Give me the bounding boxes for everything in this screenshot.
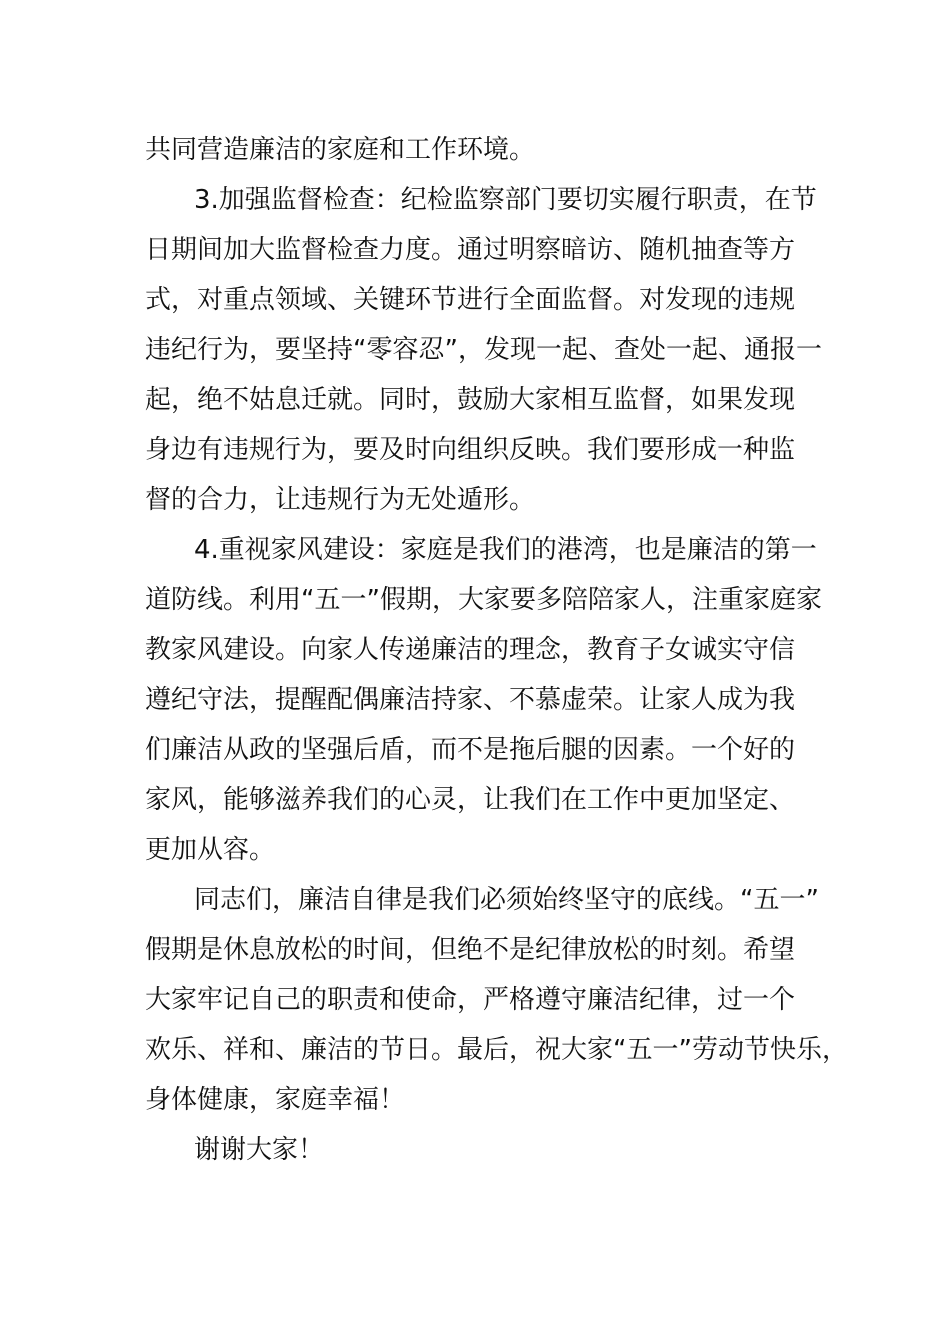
- text-line: 违纪行为，要坚持“零容忍”，发现一起、查处一起、通报一: [145, 335, 822, 365]
- text-line: 身边有违规行为，要及时向组织反映。我们要形成一种监: [145, 435, 796, 465]
- text-line: 式，对重点领域、关键环节进行全面监督。对发现的违规: [145, 285, 796, 315]
- text-line: 身体健康，家庭幸福！: [145, 1085, 406, 1115]
- closing-paragraph-line: 同志们，廉洁自律是我们必须始终坚守的底线。“五一”: [194, 885, 819, 915]
- text-line: 教家风建设。向家人传递廉洁的理念，教育子女诚实守信: [145, 635, 796, 665]
- text-line: 起，绝不姑息迁就。同时，鼓励大家相互监督，如果发现: [145, 385, 796, 415]
- text-line: 遵纪守法，提醒配偶廉洁持家、不慕虚荣。让家人成为我: [145, 685, 796, 715]
- text-line: 家风，能够滋养我们的心灵，让我们在工作中更加坚定、: [145, 785, 796, 815]
- text-line: 们廉洁从政的坚强后盾，而不是拖后腿的因素。一个好的: [145, 735, 796, 765]
- text-line: 更加从容。: [145, 835, 276, 865]
- text-line: 道防线。利用“五一”假期，大家要多陪陪家人，注重家庭家: [145, 585, 822, 615]
- text-line: 共同营造廉洁的家庭和工作环境。: [145, 135, 536, 165]
- text-line: 欢乐、祥和、廉洁的节日。最后，祝大家“五一”劳动节快乐，: [145, 1035, 848, 1065]
- section-3-heading-line: 3.加强监督检查：纪检监察部门要切实履行职责，在节: [194, 185, 817, 215]
- text-line: 假期是休息放松的时间，但绝不是纪律放松的时刻。希望: [145, 935, 796, 965]
- section-4-heading-line: 4.重视家风建设：家庭是我们的港湾，也是廉洁的第一: [194, 535, 817, 565]
- text-line: 大家牢记自己的职责和使命，严格遵守廉洁纪律，过一个: [145, 985, 796, 1015]
- text-line: 日期间加大监督检查力度。通过明察暗访、随机抽查等方: [145, 235, 796, 265]
- thanks-line: 谢谢大家！: [194, 1135, 325, 1165]
- text-line: 督的合力，让违规行为无处遁形。: [145, 485, 536, 515]
